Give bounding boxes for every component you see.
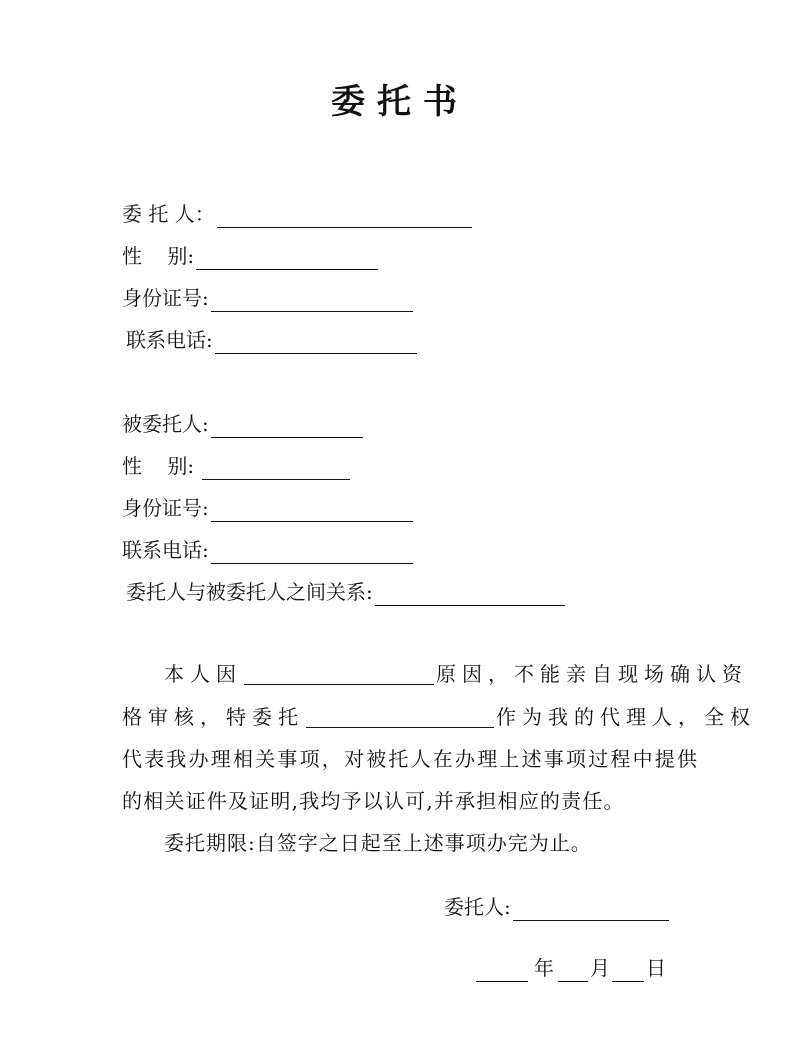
reason-blank[interactable] [244,662,434,685]
body-line-4: 的相关证件及证明,我均予以认可,并承担相应的责任。 [122,789,625,813]
agent-gender-field [122,452,350,480]
month-label: 月 [590,956,610,980]
agent-name-blank[interactable] [211,415,363,438]
principal-id-blank[interactable] [211,289,413,312]
agent-id-label: 身份证号: [122,496,209,520]
day-label: 日 [646,956,666,980]
principal-phone-label: 联系电话: [126,328,213,352]
principal-gender-blank[interactable] [196,247,378,270]
principal-name-field [122,200,472,228]
principal-id-label: 身份证号: [122,286,209,310]
document-title: 委托书 [331,82,469,122]
body-line-1 [164,660,748,688]
day-blank[interactable] [612,959,644,982]
body-line-1-post: 原因，不能亲自现场确认资 [436,662,748,686]
agent-phone-label: 联系电话: [122,538,209,562]
validity-period: 委托期限:自签字之日起至上述事项办完为止。 [164,831,592,855]
relation-field [126,578,565,606]
date-field [476,954,666,982]
principal-gender-label: 性 别: [122,244,195,268]
relation-blank[interactable] [375,583,565,606]
agent-phone-field [122,536,413,564]
signature-field [444,893,669,921]
signature-blank[interactable] [513,898,669,921]
body-line-2 [122,703,756,731]
body-line-3: 代表我办理相关事项，对被托人在办理上述事项过程中提供 [122,747,700,771]
month-blank[interactable] [558,959,588,982]
relation-label: 委托人与被委托人之间关系: [126,580,373,604]
principal-name-label: 委 托 人： [122,202,215,226]
year-label: 年 [534,956,554,980]
signature-label: 委托人: [444,895,511,919]
principal-name-blank[interactable] [217,205,472,228]
principal-phone-field [126,326,417,354]
agent-id-blank[interactable] [211,499,413,522]
body-line-1-pre: 本人因 [164,662,242,686]
principal-id-field [122,284,413,312]
principal-gender-field [122,242,378,270]
body-line-2-pre: 格审核，特委托 [122,705,304,729]
agent-gender-label: 性 别: [122,454,195,478]
agent-blank[interactable] [306,705,494,728]
agent-phone-blank[interactable] [211,541,413,564]
agent-id-field [122,494,413,522]
agent-name-field [122,410,363,438]
agent-name-label: 被委托人: [122,412,209,436]
principal-phone-blank[interactable] [215,331,417,354]
body-line-2-post: 作为我的代理人，全权 [496,705,756,729]
year-blank[interactable] [476,959,528,982]
agent-gender-blank[interactable] [202,457,350,480]
